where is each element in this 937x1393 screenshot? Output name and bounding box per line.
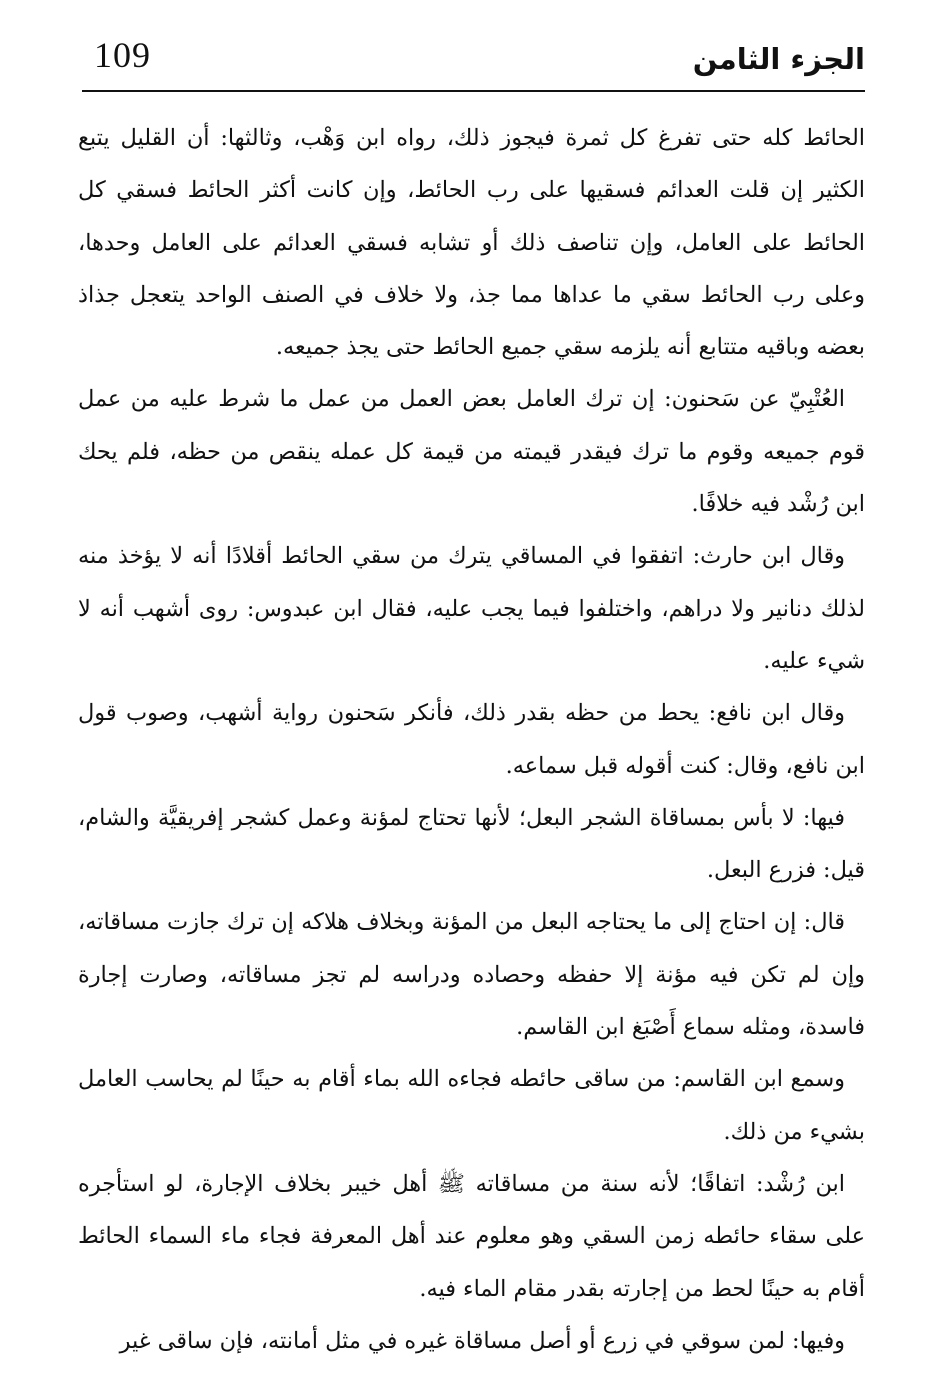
page-header <box>82 28 865 92</box>
body-text <box>78 112 865 1367</box>
paragraph: العُتْبِيّ عن سَحنون: إن ترك العامل بعض العمل من عمل ما شرط عليه من عمل قوم جميعه وقوم ما ترك فيقدر قيمته من قيمة كل عمله ينقص من حظه، فلم يحك ابن رُشْد فيه خلافًا. <box>78 386 865 518</box>
paragraph: وقال ابن حارث: اتفقوا في المساقي يترك من سقي الحائط أقلادًا أنه لا يؤخذ منه لذلك دنانير ولا دراهم، واختلفوا فيما يجب عليه، فقال ابن عبدوس: روى أشهب أنه لا شيء عليه. <box>78 543 865 674</box>
paragraph: وفيها: لمن سوقي في زرع أو أصل مساقاة غيره في مثل أمانته، فإن ساقى غير <box>119 1327 845 1354</box>
paragraph: ابن رُشْد: اتفاقًا؛ لأنه سنة من مساقاته ﷺ أهل خيبر بخلاف الإجارة، لو استأجره على سقاء حائطه زمن السقي وهو معلوم عند أهل المعرفة فجاء ماء السماء الحائط أقام به حينًا لحط من إجارته بقدر مقام الماء فيه. <box>78 1170 865 1302</box>
paragraph: قال: إن احتاج إلى ما يحتاجه البعل من المؤنة وبخلاف هلاكه إن ترك جازت مساقاته، وإن لم تكن فيه مؤنة إلا حفظه وحصاده ودراسه لم تجز مساقاته، وصارت إجارة فاسدة، ومثله سماع أَصْبَغ ابن القاسم. <box>78 909 865 1041</box>
paragraph: وقال ابن نافع: يحط من حظه بقدر ذلك، فأنكر سَحنون رواية أشهب، وصوب قول ابن نافع، وقال: كنت أقوله قبل سماعه. <box>78 700 865 779</box>
paragraph: فيها: لا بأس بمساقاة الشجر البعل؛ لأنها تحتاج لمؤنة وعمل كشجر إفريقيَّة والشام، قيل: فزرع البعل. <box>78 804 865 884</box>
page-number: 109 <box>94 35 151 75</box>
volume-title: الجزء الثامن <box>692 42 865 76</box>
paragraph: وسمع ابن القاسم: من ساقى حائطه فجاءه الله بماء أقام به حينًا لم يحاسب العامل بشيء من ذلك. <box>78 1066 865 1145</box>
paragraph: الحائط كله حتى تفرغ كل ثمرة فيجوز ذلك، رواه ابن وَهْب، وثالثها: أن القليل يتبع الكثير إن قلت العدائم فسقيها على رب الحائط، وإن كانت أكثر الحائط فسقي كل الحائط على العامل، وإن تناصف ذلك أو تشابه فسقي العدائم على العامل وحدها، وعلى رب الحائط سقي ما عداها مما جذ، ولا خلاف في الصنف الواحد يتعجل جذاذ بعضه وباقيه متتابع أنه يلزمه سقي جميع الحائط حتى يجذ جميعه. <box>78 125 865 361</box>
